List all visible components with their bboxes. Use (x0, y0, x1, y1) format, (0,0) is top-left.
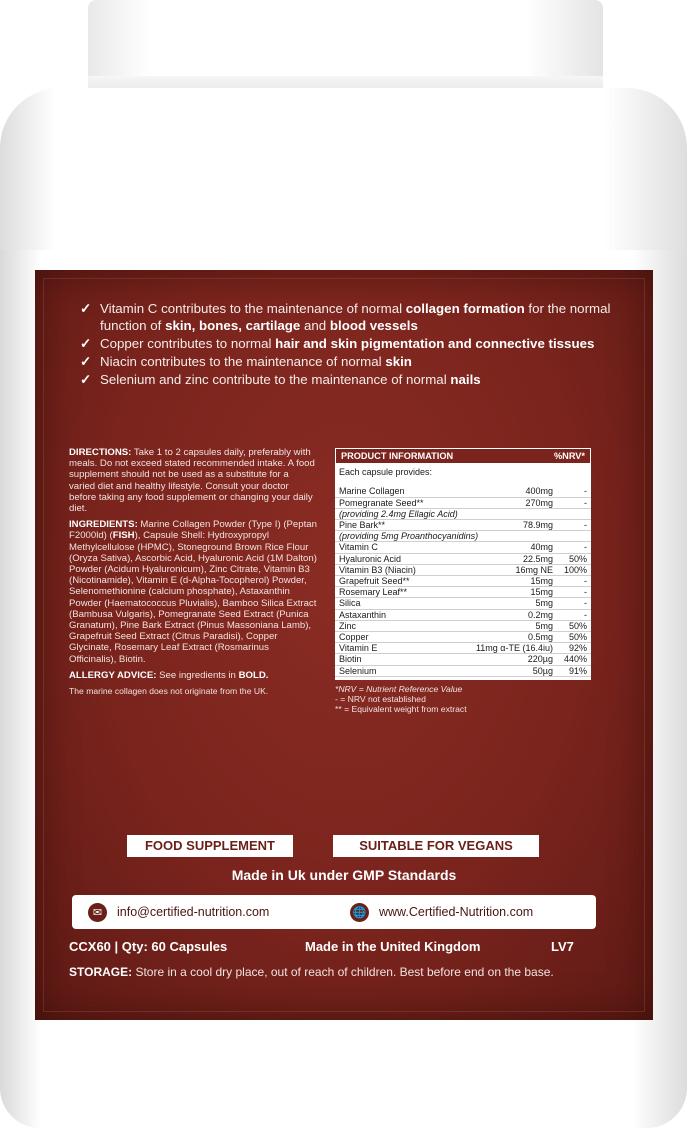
pi-row (335, 654, 591, 665)
check-icon: ✓ (80, 336, 92, 351)
pi-nrv: 92% (568, 643, 587, 654)
pi-name: Pomegranate Seed** (339, 497, 424, 508)
ingredients-text: INGREDIENTS: Marine Collagen Powder (Type I) (Peptan F2000ld) (FISH), Capsule Shell: Hydroxypropyl Methylcellulose (HPMC), Stoneground Brown Rice Flour (Oryza Sativa), Ascorbic Acid, Hyaluronic Acid (1M Dalton) Powder (Acidum Hyaluronicum), Zinc Citrate, Vitamin B3 (Nicotinamide), Vitamin E (d-Alpha-Tocopherol) Powder, Selenomethionine (calcium phosphate), Astaxanthin Powder (Haematococcus Pluvialis), Bamboo Silica Extract (Bambusa Vulgaris), Pomegranate Seed Extract (Punica Granatum), Pine Bark Extract (Pinus Massoniana Lamb), Grapefruit Seed Extract (Citrus Paradisi), Copper Glycinate, Rosemary Leaf Extract (Rosmarinus Officinalis), Biotin. (69, 519, 317, 665)
pi-amount: 0.2mg (527, 609, 553, 620)
globe-icon: 🌐 (350, 903, 369, 922)
pi-name: Astaxanthin (339, 609, 387, 620)
benefit-highlight: blood vessels (329, 318, 418, 333)
pi-amount: 16mg NE (515, 564, 553, 575)
pi-name: Copper (339, 632, 369, 643)
pi-nrv: - (584, 587, 587, 598)
benefit-text: Vitamin C contributes to the maintenance of normal (100, 301, 406, 316)
benefit-text: Niacin contributes to the maintenance of normal (100, 354, 386, 369)
pi-name: Vitamin C (339, 542, 378, 553)
pi-row (335, 632, 591, 643)
pi-name: Biotin (339, 654, 362, 665)
pi-row (335, 610, 591, 621)
directions-text: DIRECTIONS: Take 1 to 2 capsules daily, preferably with meals. Do not exceed stated recommended intake. A food supplement should not be used as a substitute for a varied diet and healthy lifestyle. Consult your doctor before taking any food supplement or changing your daily diet. (69, 447, 315, 515)
product-label (35, 270, 653, 1020)
check-icon: ✓ (80, 301, 92, 316)
pi-row (335, 587, 591, 598)
email-address: info@certified-nutrition.com (117, 905, 270, 919)
lot-code: LV7 (551, 939, 574, 954)
pi-amount: 15mg (530, 576, 553, 587)
pi-note: (providing 5mg Proanthocyanidins) (335, 531, 591, 542)
pi-amount: 22.5mg (522, 553, 553, 564)
storage-text: STORAGE: Store in a cool dry place, out of reach of children. Best before end on the base. (69, 965, 554, 979)
benefit-item (80, 335, 635, 352)
pi-header: PRODUCT INFORMATION %NRV* (336, 449, 590, 463)
pi-rows (335, 486, 591, 676)
pi-amount: 270mg (525, 497, 553, 508)
pi-nrv: - (584, 520, 587, 531)
pi-name: Hyaluronic Acid (339, 553, 402, 564)
pi-row (335, 520, 591, 531)
pi-name: Grapefruit Seed** (339, 576, 410, 587)
pi-amount: 50µg (532, 665, 553, 676)
pi-amount: 400mg (525, 486, 553, 497)
pi-row (335, 542, 591, 553)
pi-amount: 220µg (527, 654, 553, 665)
pi-amount: 11mg α-TE (16.4iu) (475, 643, 553, 654)
pi-name: Vitamin B3 (Niacin) (339, 564, 416, 575)
pi-row (335, 621, 591, 632)
pi-nrv: - (584, 609, 587, 620)
benefit-item (80, 300, 635, 334)
pi-amount: 15mg (530, 587, 553, 598)
product-code: CCX60 | Qty: 60 Capsules (69, 939, 228, 954)
benefit-text: for the normal function of (100, 301, 611, 333)
pi-row (335, 554, 591, 565)
pi-name: Selenium (339, 665, 377, 676)
pi-nrv: - (584, 542, 587, 553)
contact-bar (72, 895, 596, 929)
pi-note: (providing 2.4mg Ellagic Acid) (335, 509, 591, 520)
pi-row (335, 643, 591, 654)
benefit-item (80, 353, 635, 370)
pi-name: Silica (339, 598, 361, 609)
marine-collagen-note: The marine collagen does not originate from the UK. (69, 686, 269, 697)
benefit-text: and (300, 318, 330, 333)
benefit-highlight: skin (385, 354, 412, 369)
envelope-icon: ✉ (88, 903, 107, 922)
pi-nrv: 91% (568, 665, 587, 676)
website-contact[interactable] (334, 903, 596, 922)
pi-row (335, 486, 591, 497)
origin: Made in the United Kingdom (305, 939, 481, 954)
pi-name: Rosemary Leaf** (339, 587, 408, 598)
check-icon: ✓ (80, 372, 92, 387)
pi-nrv: - (584, 598, 587, 609)
pi-row (335, 565, 591, 576)
food-supplement-badge: FOOD SUPPLEMENT (127, 835, 293, 857)
email-contact[interactable] (72, 903, 334, 922)
pi-amount: 5mg (535, 620, 553, 631)
gmp-statement: Made in Uk under GMP Standards (231, 867, 457, 883)
pi-amount: 0.5mg (527, 632, 553, 643)
pi-row (335, 598, 591, 609)
pi-nrv: 50% (568, 620, 587, 631)
vegan-badge: SUITABLE FOR VEGANS (333, 835, 539, 857)
benefit-highlight: skin, bones, cartilage (165, 318, 301, 333)
benefit-item (80, 371, 635, 388)
pi-nrv: - (584, 576, 587, 587)
product-code-line (69, 939, 609, 954)
benefit-text: Copper contributes to normal (100, 336, 276, 351)
benefit-text: Selenium and zinc contribute to the maintenance of normal (100, 372, 451, 387)
pi-subtitle: Each capsule provides: (339, 467, 433, 478)
pi-name: Marine Collagen (339, 486, 405, 497)
pi-name: Vitamin E (339, 643, 378, 654)
benefit-highlight: collagen formation (405, 301, 525, 316)
pi-nrv: - (584, 486, 587, 497)
pi-nrv: 50% (568, 553, 587, 564)
website-url: www.Certified-Nutrition.com (379, 905, 534, 919)
pi-amount: 40mg (530, 542, 553, 553)
pi-row (335, 498, 591, 509)
directions-column (69, 447, 317, 702)
pi-name: Pine Bark** (339, 520, 386, 531)
pi-nrv: 100% (563, 564, 587, 575)
legend-line: ** = Equivalent weight from extract (335, 704, 467, 714)
benefit-highlight: hair and skin pigmentation and connective tissues (275, 336, 595, 351)
pi-nrv: 50% (568, 632, 587, 643)
legend-line: *NRV = Nutrient Reference Value (335, 684, 463, 694)
pi-amount: 78.9mg (522, 520, 553, 531)
check-icon: ✓ (80, 354, 92, 369)
pi-nrv: 440% (563, 654, 587, 665)
product-information-table (335, 448, 591, 680)
nrv-legend (335, 684, 591, 714)
pi-row (335, 576, 591, 587)
pi-nrv: - (584, 497, 587, 508)
pi-amount: 5mg (535, 598, 553, 609)
pi-row (335, 666, 591, 677)
pi-name: Zinc (339, 620, 357, 631)
allergy-advice: ALLERGY ADVICE: See ingredients in BOLD. (69, 669, 269, 681)
benefit-claims (80, 300, 635, 389)
benefit-highlight: nails (450, 372, 481, 387)
legend-line: - = NRV not established (335, 694, 426, 704)
